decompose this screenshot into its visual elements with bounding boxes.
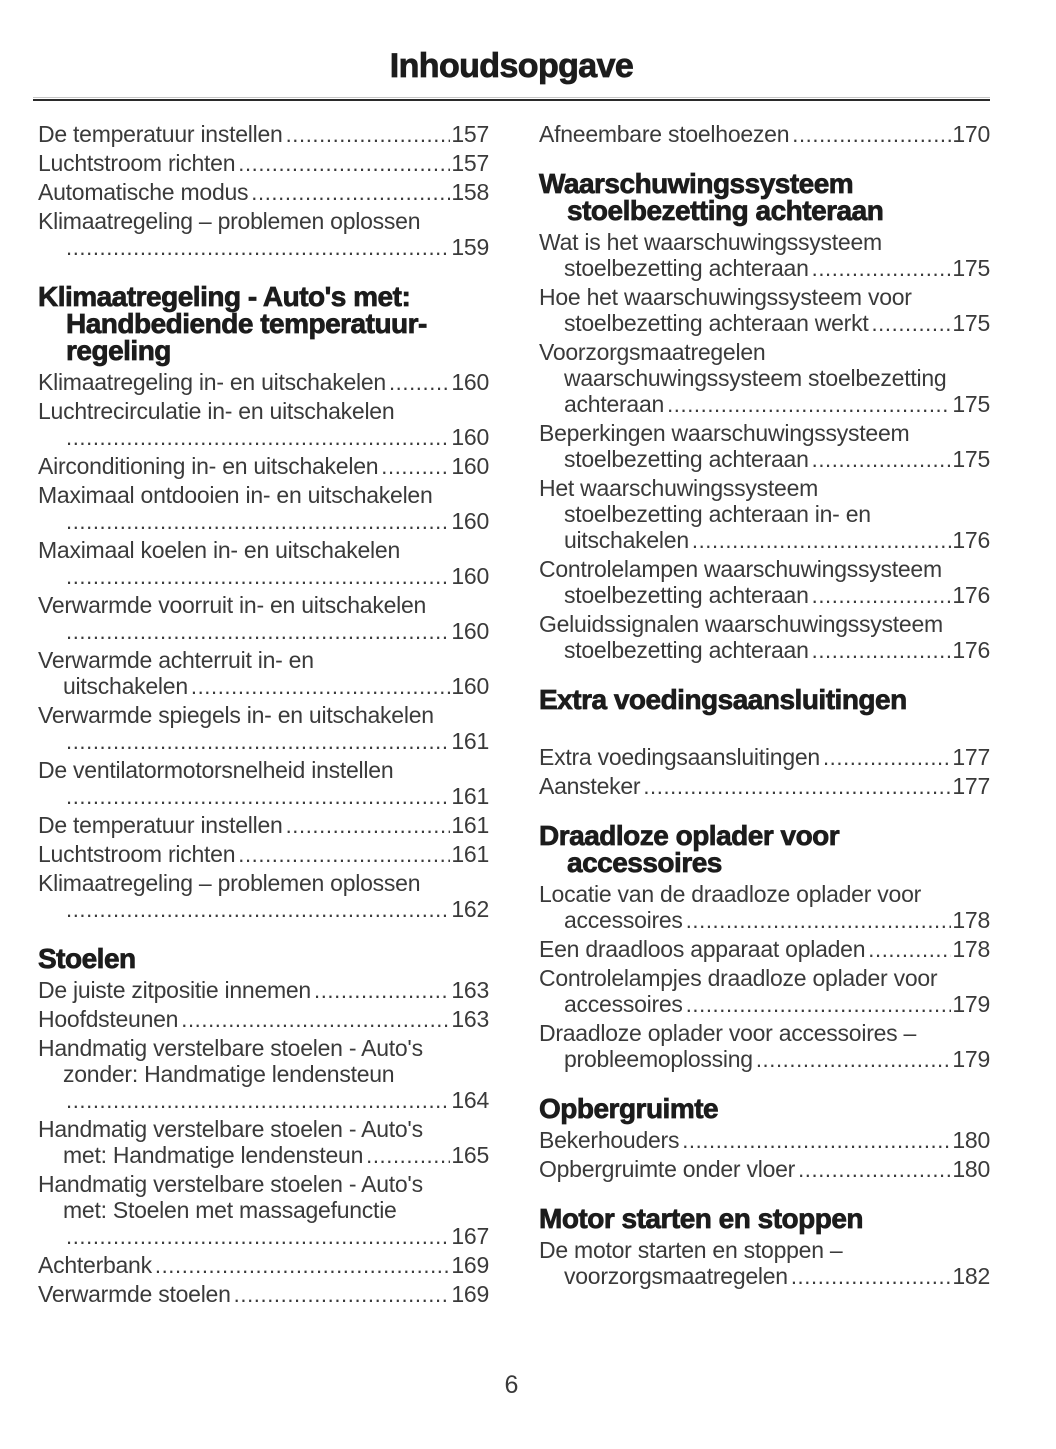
toc-section [539,121,990,148]
toc-entry-line [539,1263,990,1290]
entry-text: Draadloze oplader voor accessoires – [539,1020,917,1046]
page-ref: 178 [952,936,990,962]
section-heading-line: accessoires [567,847,722,878]
dot-leader [66,234,450,261]
toc-section [38,121,489,261]
entry-text: Extra voedingsaansluitingen [539,744,820,770]
dot-leader [812,637,952,664]
dot-leader [643,773,951,800]
toc-entry-line [38,728,489,755]
page-ref: 179 [952,1046,990,1072]
entry-text: Automatische modus [38,179,249,205]
toc-entry-line [539,965,990,991]
toc-entry[interactable] [38,1035,489,1114]
page-ref: 160 [451,508,489,534]
toc-entry[interactable] [539,965,990,1018]
entry-text: Verwarmde stoelen [38,1281,231,1307]
toc-entry-line [38,841,489,868]
toc-entry-line [38,702,489,728]
dot-leader [66,1223,450,1250]
entry-text: Locatie van de draadloze oplader voor [539,881,922,907]
entry-text: Handmatig verstelbare stoelen - Auto's [38,1035,423,1061]
page-ref: 160 [451,563,489,589]
section-heading [539,1205,990,1232]
entry-text: Maximaal koelen in- en uitschakelen [38,537,401,563]
toc-column-left [38,121,489,1310]
toc-entry-line [38,121,489,148]
page-ref: 176 [952,637,990,663]
toc-entry-line [539,1020,990,1046]
toc-entry[interactable] [539,229,990,282]
dot-leader [686,991,952,1018]
dot-leader [791,1263,952,1290]
page-ref: 160 [451,424,489,450]
dot-leader [756,1046,952,1073]
toc-entry[interactable] [539,773,990,800]
dot-leader [66,728,450,755]
dot-leader [181,1006,450,1033]
entry-text: zonder: Handmatige lendensteun [63,1061,395,1087]
page-ref: 160 [451,618,489,644]
entry-text: Luchtstroom richten [38,841,236,867]
toc-entry[interactable] [539,339,990,418]
page-ref: 162 [451,896,489,922]
dot-leader [66,424,450,451]
entry-text: Verwarmde voorruit in- en uitschakelen [38,592,427,618]
toc-entry-line [539,773,990,800]
dot-leader [686,907,952,934]
section-heading-line: stoelbezetting achteraan [567,195,884,226]
toc-entry[interactable] [539,121,990,148]
toc-entry-line [539,255,990,282]
page-number-footer: 6 [504,1371,519,1399]
dot-leader [381,453,450,480]
entry-text: stoelbezetting achteraan [564,637,809,663]
toc-entry[interactable] [539,284,990,337]
entry-text: Airconditioning in- en uitschakelen [38,453,379,479]
entry-text: Luchtstroom richten [38,150,236,176]
page-ref: 161 [451,728,489,754]
dot-leader [366,1142,450,1169]
entry-text: De temperatuur instellen [38,812,283,838]
page-ref: 182 [952,1263,990,1289]
entry-text: Aansteker [539,773,641,799]
toc-entry-line [539,936,990,963]
section-heading [539,822,990,876]
toc-entry-line [539,1127,990,1154]
entry-text: Het waarschuwingssysteem [539,475,819,501]
toc-entry[interactable] [539,1127,990,1154]
page-ref: 169 [451,1252,489,1278]
dot-leader [692,527,952,554]
toc-section [539,170,990,664]
dot-leader [314,977,450,1004]
toc-entry[interactable] [38,702,489,755]
entry-text: Luchtrecirculatie in- en uitschakelen [38,398,395,424]
page-ref: 169 [451,1281,489,1307]
toc-entry[interactable] [539,475,990,554]
page-ref: 178 [952,907,990,933]
entry-text: accessoires [564,907,683,933]
toc-entry[interactable] [38,841,489,868]
toc-entry-line [539,229,990,255]
toc-entry-line [539,527,990,554]
entry-text: stoelbezetting achteraan werkt [564,310,869,336]
dot-leader [667,391,951,418]
page-ref: 175 [952,391,990,417]
entry-text: stoelbezetting achteraan [564,582,809,608]
toc-entry[interactable] [38,647,489,700]
toc-entry-line [539,365,990,391]
entry-text: accessoires [564,991,683,1017]
page-ref: 179 [952,991,990,1017]
page-ref: 161 [451,812,489,838]
toc-entry[interactable] [539,1156,990,1183]
dot-leader [812,255,952,282]
toc-entry[interactable] [539,1020,990,1073]
toc-entry-line [38,537,489,563]
page-ref: 161 [451,783,489,809]
toc-entry[interactable] [38,121,489,148]
entry-text: De ventilatormotorsnelheid instellen [38,757,394,783]
entry-text: Geluidssignalen waarschuwingssysteem [539,611,943,637]
toc-entry-line [38,1061,489,1087]
toc-entry-line [539,907,990,934]
toc-entry-line [38,977,489,1004]
toc-entry-line [539,501,990,527]
toc-entry-line [539,391,990,418]
toc-entry-line [38,234,489,261]
page-ref: 160 [451,369,489,395]
toc-entry-line [38,424,489,451]
toc-entry-line [38,673,489,700]
entry-text: met: Stoelen met massagefunctie [63,1197,397,1223]
toc-section [539,1205,990,1290]
toc-entry-line [539,446,990,473]
toc-entry-line [539,1046,990,1073]
toc-entry-line [539,881,990,907]
section-heading-line: Stoelen [38,943,136,974]
toc-section [38,945,489,1308]
toc-entry-line [539,121,990,148]
page-ref: 160 [451,673,489,699]
dot-leader [238,150,450,177]
page-ref: 175 [952,446,990,472]
entry-text: Hoofdsteunen [38,1006,179,1032]
dot-leader [66,1087,450,1114]
toc-entry-line [539,1237,990,1263]
section-heading-line: Waarschuwingssysteem [539,168,854,199]
toc-entry-line [38,870,489,896]
dot-leader [66,563,450,590]
toc-entry-line [539,556,990,582]
toc-entry[interactable] [539,881,990,934]
entry-text: Beperkingen waarschuwingssysteem [539,420,910,446]
page-ref: 167 [451,1223,489,1249]
toc-entry-line [38,208,489,234]
toc-entry[interactable] [38,537,489,590]
toc-entry-line [539,637,990,664]
toc-entry[interactable] [38,208,489,261]
toc-entry-line [38,783,489,810]
toc-entry[interactable] [38,1171,489,1250]
toc-entry-line [38,1035,489,1061]
entry-text: Afneembare stoelhoezen [539,121,790,147]
entry-text: De temperatuur instellen [38,121,283,147]
dot-leader [66,783,450,810]
dot-leader [823,744,951,771]
entry-text: probleemoplossing [564,1046,753,1072]
toc-entry[interactable] [539,936,990,963]
toc-entry-line [539,744,990,771]
toc-entry-line [539,475,990,501]
toc-entry-line [38,647,489,673]
entry-text: stoelbezetting achteraan in- en [564,501,871,527]
toc-entry-line [38,896,489,923]
page-ref: 164 [451,1087,489,1113]
page-ref: 177 [952,744,990,770]
entry-text: Bekerhouders [539,1127,680,1153]
toc-entry-line [38,563,489,590]
toc-entry-line [38,1197,489,1223]
dot-leader [812,582,952,609]
section-heading-line: Motor starten en stoppen [539,1203,864,1234]
dot-leader [155,1252,451,1279]
dot-leader [286,812,451,839]
entry-text: Een draadloos apparaat opladen [539,936,866,962]
toc-entry-line [38,812,489,839]
toc-entry-line [38,1087,489,1114]
toc-entry-line [38,453,489,480]
page-title: Inhoudsopgave [389,47,634,85]
section-heading [539,170,990,224]
entry-text: Voorzorgsmaatregelen [539,339,766,365]
page-ref: 176 [952,527,990,553]
dot-leader [191,673,451,700]
toc-entry[interactable] [38,398,489,451]
dot-leader [798,1156,951,1183]
page-ref: 163 [451,1006,489,1032]
page-ref: 175 [952,310,990,336]
entry-text: waarschuwingssysteem stoelbezetting [564,365,947,391]
dot-leader [792,121,951,148]
entry-text: Klimaatregeling – problemen oplossen [38,870,421,896]
toc-entry[interactable] [539,556,990,609]
page-ref: 177 [952,773,990,799]
toc-entry[interactable] [539,744,990,771]
entry-text: Handmatig verstelbare stoelen - Auto's [38,1171,423,1197]
dot-leader [238,841,450,868]
toc-entry-line [38,757,489,783]
toc-entry-line [539,310,990,337]
toc-entry[interactable] [38,453,489,480]
toc-entry[interactable] [38,757,489,810]
entry-text: Controlelampjes draadloze oplader voor [539,965,938,991]
toc-entry[interactable] [539,611,990,664]
toc-entry[interactable] [38,977,489,1004]
toc-entry-line [38,150,489,177]
page-ref: 160 [451,453,489,479]
toc-entry[interactable] [38,179,489,206]
toc-entry-line [38,369,489,396]
toc-entry-line [38,179,489,206]
entry-text: stoelbezetting achteraan [564,255,809,281]
section-heading [38,945,489,972]
toc-entry-line [38,1116,489,1142]
toc-entry-line [38,1171,489,1197]
entry-text: Wat is het waarschuwingssysteem [539,229,882,255]
toc-entry-line [38,1252,489,1279]
toc-column-right [539,121,990,1310]
toc-entry-line [38,1281,489,1308]
entry-text: De juiste zitpositie innemen [38,977,311,1003]
dot-leader [812,446,952,473]
entry-text: Klimaatregeling – problemen oplossen [38,208,421,234]
section-heading-line: Handbediende temperatuur- [66,308,427,339]
dot-leader [251,179,450,206]
toc-section [539,822,990,1073]
toc-entry-line [539,1156,990,1183]
page-ref: 180 [952,1127,990,1153]
toc-entry[interactable] [38,1252,489,1279]
page-ref: 175 [952,255,990,281]
toc-entry[interactable] [38,870,489,923]
toc-entry-line [539,339,990,365]
dot-leader [66,508,450,535]
page-ref: 176 [952,582,990,608]
page-ref: 159 [451,234,489,260]
toc-entry-line [38,1223,489,1250]
section-spacer [539,718,990,744]
entry-text: Controlelampen waarschuwingssysteem [539,556,942,582]
toc-entry-line [38,592,489,618]
entry-text: uitschakelen [63,673,188,699]
toc-entry-line [38,1006,489,1033]
toc-entry[interactable] [38,482,489,535]
entry-text: Klimaatregeling in- en uitschakelen [38,369,386,395]
entry-text: Verwarmde achterruit in- en [38,647,314,673]
section-heading [539,686,990,713]
toc-entry-line [38,508,489,535]
page-ref: 158 [451,179,489,205]
toc-section [539,1095,990,1183]
entry-text: achteraan [564,391,665,417]
section-heading-line: Klimaatregeling - Auto's met: [38,281,411,312]
toc-entry[interactable] [38,592,489,645]
toc-entry-line [539,611,990,637]
entry-text: stoelbezetting achteraan [564,446,809,472]
toc-entry[interactable] [38,369,489,396]
entry-text: Opbergruimte onder vloer [539,1156,796,1182]
toc-entry[interactable] [38,1006,489,1033]
section-heading [539,1095,990,1122]
entry-text: Handmatig verstelbare stoelen - Auto's [38,1116,423,1142]
entry-text: met: Handmatige lendensteun [63,1142,364,1168]
toc-section [539,686,990,800]
entry-text: Verwarmde spiegels in- en uitschakelen [38,702,434,728]
page-ref: 161 [451,841,489,867]
toc-entry-line [38,1142,489,1169]
title-rule [33,97,990,101]
dot-leader [234,1281,451,1308]
dot-leader [66,896,450,923]
page-ref: 157 [451,150,489,176]
toc-entry[interactable] [38,812,489,839]
page-ref: 157 [451,121,489,147]
page-ref: 163 [451,977,489,1003]
section-heading [38,283,489,364]
entry-text: Achterbank [38,1252,152,1278]
toc-entry[interactable] [38,1281,489,1308]
toc-entry[interactable] [38,150,489,177]
toc-entry-line [539,991,990,1018]
dot-leader [682,1127,951,1154]
toc-entry-line [539,582,990,609]
toc-entry-line [38,482,489,508]
section-heading-line: Extra voedingsaansluitingen [539,684,907,715]
toc-columns [33,121,990,1310]
entry-text: Hoe het waarschuwingssysteem voor [539,284,912,310]
entry-text: De motor starten en stoppen – [539,1237,843,1263]
toc-entry-line [539,284,990,310]
section-heading-line: Draadloze oplader voor [539,820,840,851]
toc-entry[interactable] [539,1237,990,1290]
entry-text: voorzorgsmaatregelen [564,1263,788,1289]
toc-section [38,283,489,923]
section-heading-line: regeling [66,335,171,366]
toc-entry-line [539,420,990,446]
page-content [33,0,990,1399]
page-ref: 180 [952,1156,990,1182]
section-heading-line: Opbergruimte [539,1093,719,1124]
dot-leader [286,121,451,148]
entry-text: uitschakelen [564,527,689,553]
dot-leader [66,618,450,645]
toc-entry-line [38,398,489,424]
toc-entry-line [38,618,489,645]
dot-leader [871,310,951,337]
dot-leader [868,936,951,963]
page-ref: 170 [952,121,990,147]
page-ref: 165 [451,1142,489,1168]
entry-text: Maximaal ontdooien in- en uitschakelen [38,482,433,508]
dot-leader [389,369,450,396]
toc-entry[interactable] [539,420,990,473]
toc-entry[interactable] [38,1116,489,1169]
